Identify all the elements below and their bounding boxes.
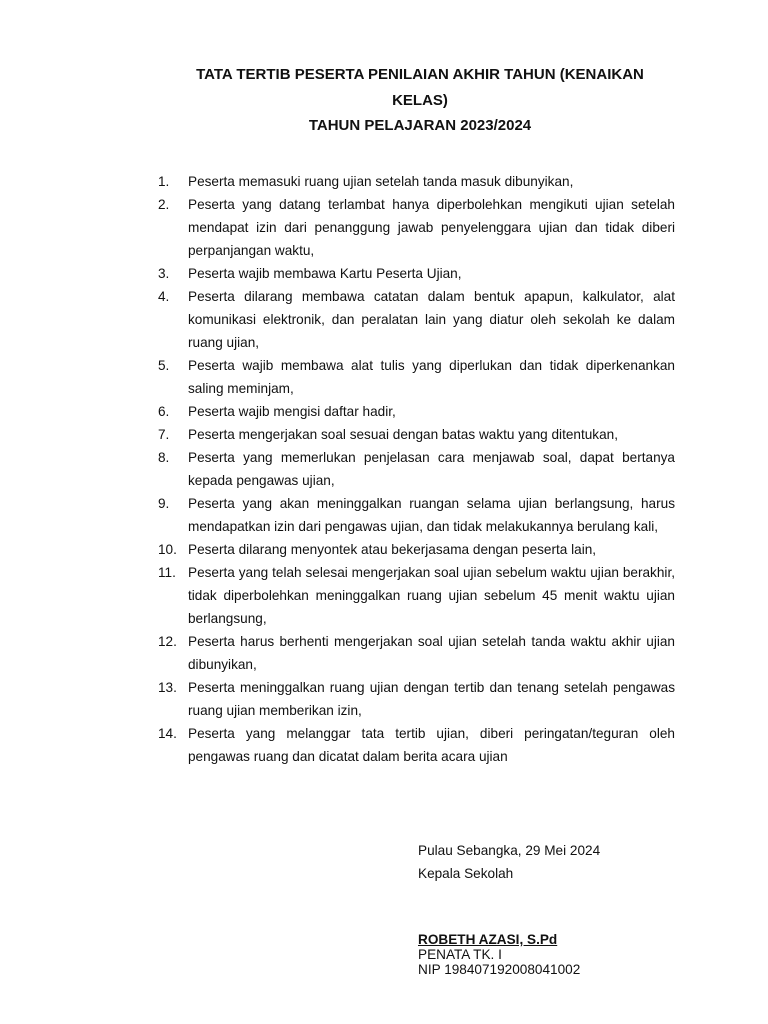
rule-text: Peserta yang datang terlambat hanya diperbolehkan mengikuti ujian setelah mendapat izin dari penanggung jawab penyelenggara ujian dan tidak diberi perpanjangan waktu, bbox=[188, 197, 675, 258]
rule-item bbox=[158, 722, 675, 768]
rule-item bbox=[158, 492, 675, 538]
rule-number: 7. bbox=[158, 427, 170, 442]
rule-item bbox=[158, 285, 675, 354]
rule-text: Peserta yang memerlukan penjelasan cara menjawab soal, dapat bertanya kepada pengawas ujian, bbox=[188, 450, 675, 488]
signer-role: Kepala Sekolah bbox=[418, 866, 514, 881]
rule-number: 13. bbox=[158, 680, 177, 695]
rule-text: Peserta memasuki ruang ujian setelah tanda masuk dibunyikan, bbox=[188, 174, 574, 189]
title-line-1: TATA TERTIB PESERTA PENILAIAN AKHIR TAHUN (KENAIKAN bbox=[196, 66, 644, 83]
place-date: Pulau Sebangka, 29 Mei 2024 bbox=[418, 843, 601, 858]
rule-item bbox=[158, 193, 675, 262]
rule-number: 9. bbox=[158, 496, 170, 511]
rule-item bbox=[158, 630, 675, 676]
rule-number: 11. bbox=[158, 565, 176, 580]
rule-number: 6. bbox=[158, 404, 170, 419]
rule-text: Peserta mengerjakan soal sesuai dengan batas waktu yang ditentukan, bbox=[188, 427, 618, 442]
signature-block bbox=[418, 839, 718, 977]
rule-number: 12. bbox=[158, 634, 177, 649]
rule-text: Peserta yang telah selesai mengerjakan soal ujian sebelum waktu ujian berakhir, tidak diperbolehkan meninggalkan ruang ujian sebelum 45 menit waktu ujian berlangsung, bbox=[188, 565, 675, 626]
rule-text: Peserta dilarang membawa catatan dalam bentuk apapun, kalkulator, alat komunikasi elektronik, dan peralatan lain yang diatur oleh sekolah ke dalam ruang ujian, bbox=[188, 289, 675, 350]
rule-text: Peserta yang melanggar tata tertib ujian, diberi peringatan/teguran oleh pengawas ruang dan dicatat dalam berita acara ujian bbox=[188, 726, 675, 764]
rule-text: Peserta yang akan meninggalkan ruangan selama ujian berlangsung, harus mendapatkan izin dari pengawas ujian, dan tidak melakukannya berulang kali, bbox=[188, 496, 675, 534]
rule-item bbox=[158, 423, 675, 446]
rule-number: 3. bbox=[158, 266, 170, 281]
rule-number: 2. bbox=[158, 197, 170, 212]
rule-item bbox=[158, 170, 675, 193]
rule-item bbox=[158, 676, 675, 722]
rule-text: Peserta harus berhenti mengerjakan soal ujian setelah tanda waktu akhir ujian dibunyikan, bbox=[188, 634, 675, 672]
rule-text: Peserta meninggalkan ruang ujian dengan tertib dan tenang setelah pengawas ruang ujian memberikan izin, bbox=[188, 680, 675, 718]
rule-number: 5. bbox=[158, 358, 170, 373]
rule-text: Peserta wajib membawa Kartu Peserta Ujian, bbox=[188, 266, 462, 281]
rule-text: Peserta wajib mengisi daftar hadir, bbox=[188, 404, 396, 419]
title-line-3: TAHUN PELAJARAN 2023/2024 bbox=[308, 117, 532, 134]
signer-rank: PENATA TK. I bbox=[418, 947, 502, 962]
rule-item bbox=[158, 446, 675, 492]
rule-item bbox=[158, 400, 675, 423]
rules-list bbox=[158, 170, 675, 768]
rule-item bbox=[158, 561, 675, 630]
rule-number: 14. bbox=[158, 726, 177, 741]
document-title bbox=[150, 62, 690, 139]
signer-name: ROBETH AZASI, S.Pd bbox=[418, 932, 558, 947]
rule-number: 8. bbox=[158, 450, 170, 465]
signer-nip: NIP 198407192008041002 bbox=[418, 962, 581, 977]
rule-text: Peserta wajib membawa alat tulis yang diperlukan dan tidak diperkenankan saling meminjam, bbox=[188, 358, 675, 396]
rule-text: Peserta dilarang menyontek atau bekerjasama dengan peserta lain, bbox=[188, 542, 597, 557]
rule-number: 10. bbox=[158, 542, 177, 557]
rule-item bbox=[158, 354, 675, 400]
title-line-2: KELAS) bbox=[392, 91, 448, 109]
rule-number: 1. bbox=[158, 174, 170, 189]
rule-item bbox=[158, 538, 675, 561]
rule-item bbox=[158, 262, 675, 285]
rule-number: 4. bbox=[158, 289, 170, 304]
